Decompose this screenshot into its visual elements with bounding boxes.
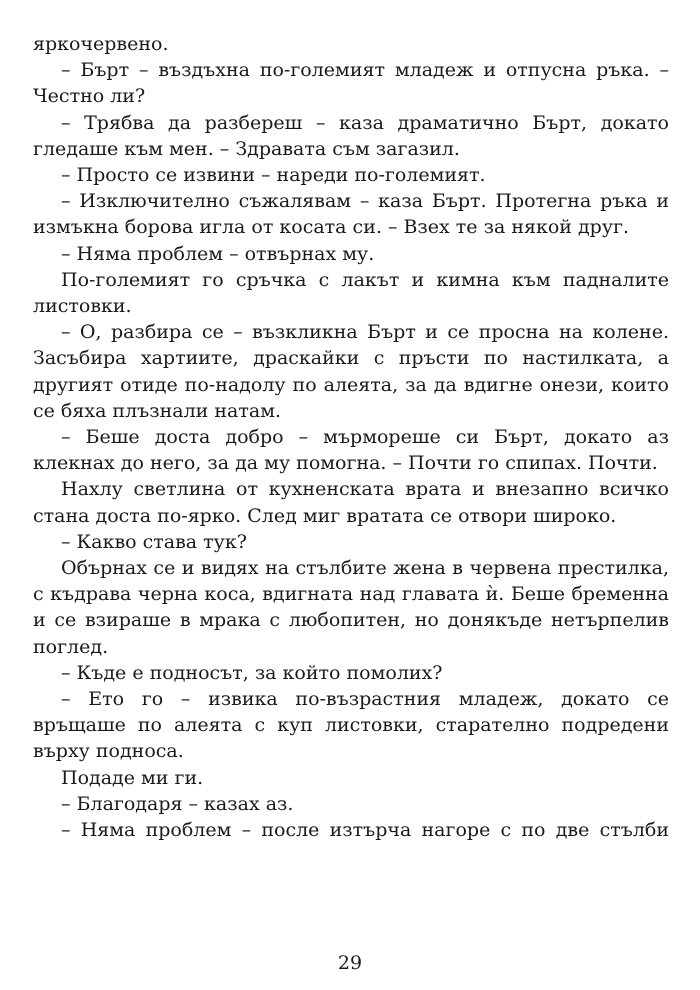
paragraph: – Бърт – въздъхна по-големият младеж и отпусна ръка. – Честно ли?: [33, 59, 669, 108]
paragraph: – Какво става тук?: [61, 530, 247, 553]
paragraph: – Къде е подносът, за който помолих?: [61, 661, 443, 684]
paragraph: – Просто се извини – нареди по-големият.: [61, 164, 486, 187]
paragraph: – Беше доста добро – мърмореше си Бърт, докато аз клекнах до него, за да му помогна. – Почти го спипах. Почти.: [33, 426, 669, 475]
paragraph: Обърнах се и видях на стълбите жена в червена престилка, с къдрава черна коса, вдигната над главата ѝ. Беше бременна и се взираше в мрака с любопитен, но донякъде нетърпелив поглед.: [33, 557, 669, 658]
page-number: 29: [337, 952, 363, 974]
paragraph: – Трябва да разбереш – каза драматично Бърт, докато гледаше към мен. – Здравата съм загазил.: [33, 111, 669, 160]
paragraph: яркочервено.: [33, 33, 169, 55]
paragraph: Подаде ми ги.: [61, 766, 204, 789]
paragraph: – Изключително съжалявам – каза Бърт. Протегна ръка и измъкна борова игла от косата си. – Взех те за някой друг.: [33, 190, 669, 239]
paragraph: По-големият го сръчка с лакът и кимна към падналите листовки.: [33, 268, 669, 318]
paragraph: – Няма проблем – отвърнах му.: [61, 242, 375, 265]
body-text: [33, 31, 669, 843]
paragraph: – Няма проблем – после изтърча нагоре с по две стълби: [61, 819, 669, 842]
paragraph: – Ето го – извика по-възрастния младеж, докато се връщаше по алеята с куп листовки, старателно подредени върху подноса.: [33, 688, 669, 763]
paragraph: – О, разбира се – възкликна Бърт и се просна на колене. Засъбира хартиите, драскайки с пръсти по настилката, а другият отиде по-надолу по алеята, за да вдигне онези, които се бяха плъзнали натам.: [33, 321, 669, 422]
paragraph: – Благодаря – казах аз.: [61, 792, 294, 815]
paragraph: Нахлу светлина от кухненската врата и внезапно всичко стана доста по-ярко. След миг вратата се отвори широко.: [33, 478, 669, 527]
